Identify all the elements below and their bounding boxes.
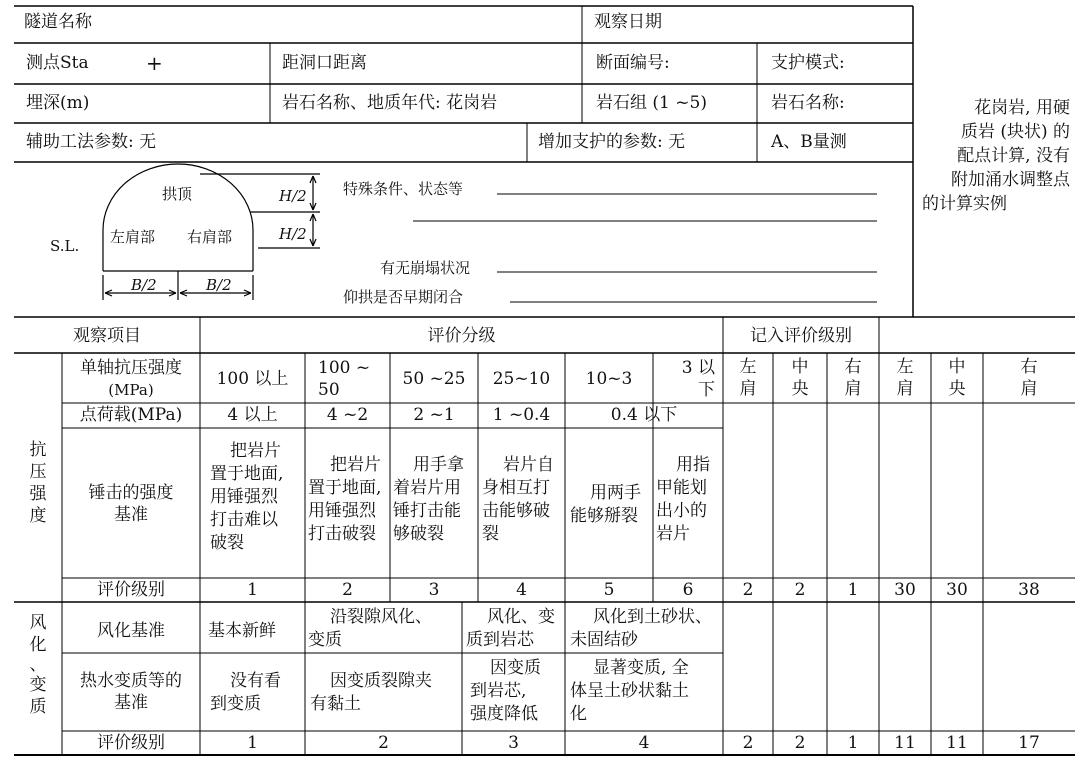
station-plus-sign: + [146, 51, 163, 75]
rock-group-label: 岩石组 (1 ~5) [596, 93, 707, 113]
hammer-3-line-4: 够破裂 [393, 524, 444, 544]
record1-right: 1 [847, 580, 859, 600]
portal-distance-label: 距洞口距离 [282, 53, 367, 73]
record2-left: 2 [742, 733, 754, 753]
record2-center-b: 11 [946, 733, 968, 753]
hammer-4-line-2: 身相互打 [482, 478, 550, 498]
record2-left-b: 11 [894, 733, 916, 753]
weathering-label: 风化基准 [97, 621, 165, 641]
record2-right-b: 17 [1018, 733, 1040, 753]
grade-label-1: 评价级别 [97, 580, 165, 600]
hammer-5-line-1: 用两手 [590, 483, 641, 503]
width-right-label: B/2 [206, 276, 232, 294]
height-lower-label: H/2 [279, 225, 307, 243]
weathering-2-line-1: 沿裂隙风化、 [330, 607, 432, 627]
hammer-5-line-2: 能够掰裂 [570, 506, 638, 526]
point-load-1: 4 以上 [227, 405, 278, 425]
weathering-group-1: 风 [29, 613, 47, 633]
section-number-label: 断面编号: [596, 53, 670, 73]
right-shoulder-header: 右 [844, 357, 862, 377]
left-shoulder-header-b: 左 [896, 357, 914, 377]
grade1-2: 2 [342, 580, 353, 600]
hammer-4-line-3: 击能够破 [482, 501, 550, 521]
center-header-2: 央 [791, 379, 809, 399]
hammer-3-line-1: 用手拿 [413, 455, 464, 475]
hammer-6-line-3: 出小的 [656, 501, 707, 521]
left-shoulder-header-b-2: 肩 [896, 379, 914, 399]
ucs-grade-5: 10~3 [585, 369, 633, 389]
special-conditions-label: 特殊条件、状态等 [343, 180, 464, 198]
hammer-1-line-2: 置于地面, [210, 464, 284, 484]
hammer-6-line-4: 岩片 [656, 524, 690, 544]
auxiliary-params-label: 辅助工法参数: 无 [26, 132, 157, 152]
center-header: 中 [791, 357, 809, 377]
grade1-3: 3 [428, 580, 440, 600]
observation-date-label: 观察日期 [594, 12, 662, 32]
hammer-2-line-1: 把岩片 [330, 455, 381, 475]
grade1-6: 6 [682, 580, 694, 600]
compression-group-3: 强 [29, 484, 47, 504]
record1-left-b: 30 [894, 580, 916, 600]
ucs-grade-6b: 下 [698, 380, 715, 400]
height-upper-label: H/2 [279, 187, 307, 205]
weathering-group-2: 化 [29, 635, 47, 655]
weathering-group-4: 变 [29, 675, 47, 695]
grade2-2: 2 [378, 733, 389, 753]
ucs-grade-1: 100 以上 [216, 369, 289, 389]
record1-right-b: 38 [1018, 580, 1040, 600]
record2-right: 1 [847, 733, 859, 753]
hammer-3-line-2: 着岩片用 [393, 478, 461, 498]
grade1-4: 4 [516, 580, 527, 600]
ucs-label: 单轴抗压强度 [80, 358, 182, 378]
hammer-2-line-4: 打击破裂 [308, 524, 376, 544]
support-pattern-label: 支护模式: [771, 53, 845, 73]
record1-center-b: 30 [946, 580, 968, 600]
weathering-4-line-1: 风化到土砂状、 [593, 607, 712, 627]
weathering-group-3: 、 [29, 655, 47, 675]
ucs-label-unit: (MPa) [108, 381, 154, 399]
point-load-5: 0.4 以下 [610, 405, 678, 425]
hydrothermal-label-2: 基准 [114, 693, 148, 713]
note-line-1: 花岗岩, 用硬 [974, 98, 1070, 118]
right-shoulder-label: 右肩部 [187, 228, 233, 246]
collapse-status-label: 有无崩塌状况 [380, 259, 471, 277]
grade1-5: 5 [603, 580, 615, 600]
ucs-grade-2: 100 ~ [318, 358, 371, 378]
record2-center: 2 [794, 733, 806, 753]
weathering-1: 基本新鲜 [208, 621, 276, 641]
weathering-3-line-2: 质到岩芯 [466, 630, 534, 650]
grade1-1: 1 [247, 580, 258, 600]
hammer-1-line-3: 用锤强烈 [210, 487, 278, 507]
hammer-6-line-2: 甲能划 [656, 478, 707, 498]
added-support-label: 增加支护的参数: 无 [538, 132, 686, 152]
ucs-grade-4: 25~10 [492, 369, 551, 389]
hydro-4-line-1: 显著变质, 全 [593, 658, 689, 678]
hammer-2-line-3: 用锤强烈 [308, 501, 376, 521]
hammer-1-line-5: 破裂 [210, 533, 244, 553]
hammer-4-line-4: 裂 [482, 524, 499, 544]
hydro-1-line-1: 没有看 [230, 671, 281, 691]
grade-label-2: 评价级别 [97, 733, 165, 753]
ucs-grade-2b: 50 [318, 380, 340, 400]
right-shoulder-header-b: 右 [1020, 357, 1038, 377]
weathering-4-line-2: 未固结砂 [570, 630, 638, 650]
grade2-1: 1 [247, 733, 258, 753]
left-shoulder-label: 左肩部 [110, 228, 156, 246]
left-shoulder-header-2: 肩 [739, 379, 757, 399]
hammer-label-2: 基准 [114, 505, 148, 525]
record-grade-header: 记入评价级别 [750, 326, 852, 346]
observation-item-header: 观察项目 [73, 326, 141, 346]
grading-header: 评价分级 [427, 326, 496, 346]
hydro-2-line-1: 因变质裂隙夹 [330, 671, 432, 691]
crown-label: 拱顶 [162, 185, 193, 203]
note-line-5: 的计算实例 [922, 194, 1007, 214]
hammer-1-line-4: 打击难以 [210, 510, 278, 530]
compression-group-2: 压 [29, 462, 47, 482]
hammer-label: 锤击的强度 [88, 483, 174, 503]
hydro-2-line-2: 有黏土 [310, 694, 361, 714]
hydro-3-line-1: 因变质 [490, 658, 541, 678]
width-left-label: B/2 [131, 276, 157, 294]
note-line-2: 质岩 (块状) 的 [960, 122, 1070, 142]
ucs-grade-3: 50 ~25 [402, 369, 466, 389]
tunnel-name-label: 隧道名称 [24, 12, 92, 32]
station-label: 测点Sta [26, 53, 89, 73]
center-header-b: 中 [948, 357, 966, 377]
hydro-1-line-2: 到变质 [210, 694, 261, 714]
note-line-4: 附加涌水调整点 [951, 170, 1070, 190]
hydro-4-line-2: 体呈土砂状黏土 [570, 681, 689, 701]
hydrothermal-label: 热水变质等的 [80, 671, 182, 691]
compression-group-4: 度 [29, 506, 47, 526]
center-header-b-2: 央 [948, 379, 966, 399]
spring-line-label: S.L. [50, 237, 80, 255]
invert-closure-label: 仰拱是否早期闭合 [343, 288, 464, 306]
point-load-3: 2 ~1 [413, 405, 455, 425]
rock-name-label: 岩石名称: [771, 93, 845, 113]
weathering-2-line-2: 变质 [308, 630, 342, 650]
grade2-4: 4 [638, 733, 650, 753]
weathering-3-line-1: 风化、变 [487, 607, 555, 627]
ucs-grade-6: 3 以 [681, 358, 715, 378]
rock-name-era-label: 岩石名称、地质年代: 花岗岩 [282, 93, 498, 113]
burial-depth-label: 埋深(m) [26, 93, 90, 113]
hydro-4-line-3: 化 [570, 704, 587, 724]
right-shoulder-header-2: 肩 [844, 379, 862, 399]
hydro-3-line-3: 强度降低 [470, 704, 538, 724]
hammer-2-line-2: 置于地面, [308, 478, 382, 498]
left-shoulder-header: 左 [739, 357, 757, 377]
note-line-3: 配点计算, 没有 [957, 146, 1070, 166]
hammer-3-line-3: 锤打击能 [393, 501, 461, 521]
point-load-label: 点荷载(MPa) [79, 405, 183, 425]
point-load-4: 1 ~0.4 [492, 405, 551, 425]
grade2-3: 3 [508, 733, 519, 753]
hammer-6-line-1: 用指 [676, 455, 710, 475]
hammer-1-line-1: 把岩片 [230, 441, 281, 461]
compression-group-1: 抗 [29, 440, 47, 460]
weathering-group-5: 质 [29, 697, 47, 717]
hydro-3-line-2: 到岩芯, [470, 681, 527, 701]
ab-measurement-label: A、B量测 [771, 132, 847, 152]
point-load-2: 4 ~2 [326, 405, 369, 425]
hammer-4-line-1: 岩片自 [503, 455, 554, 475]
record1-center: 2 [794, 580, 806, 600]
right-shoulder-header-b-2: 肩 [1020, 379, 1038, 399]
record1-left: 2 [742, 580, 754, 600]
